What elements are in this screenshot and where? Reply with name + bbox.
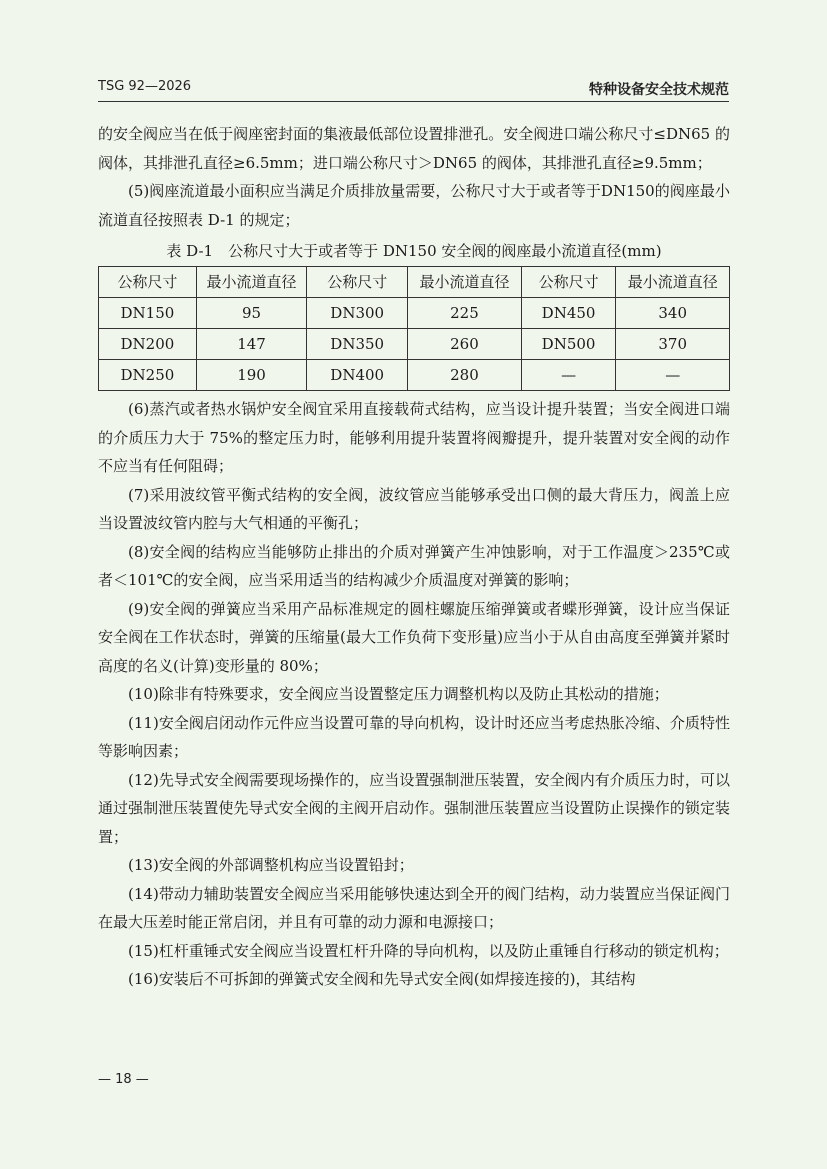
table-header-cell: 最小流道直径: [196, 267, 306, 298]
series-title: 特种设备安全技术规范: [589, 82, 729, 98]
table-cell: DN400: [307, 360, 408, 391]
paragraph-item-6: (6)蒸汽或者热水锅炉安全阀宜采用直接载荷式结构，应当设计提升装置；当安全阀进口端的介质压力大于 75%的整定压力时，能够利用提升装置将阀瓣提升，提升装置对安全阀的动作不应当有任何阻碍；: [98, 400, 730, 475]
paragraph-item-11: (11)安全阀启闭动作元件应当设置可靠的导向机构，设计时还应当考虑热胀冷缩、介质特性等影响因素；: [98, 713, 730, 760]
paragraph-continuation: 的安全阀应当在低于阀座密封面的集液最低部位设置排泄孔。安全阀进口端公称尺寸≤DN65 的阀体，其排泄孔直径≥6.5mm；进口端公称尺寸＞DN65 的阀体，其排泄孔直径≥9.5mm；: [98, 125, 730, 172]
table-cell: 190: [196, 360, 306, 391]
paragraph-item-7: (7)采用波纹管平衡式结构的安全阀，波纹管应当能够承受出口侧的最大背压力，阀盖上应当设置波纹管内腔与大气相通的平衡孔；: [98, 485, 730, 532]
table-cell: 340: [616, 298, 730, 329]
paragraph-item-15: (15)杠杆重锤式安全阀应当设置杠杆升降的导向机构，以及防止重锤自行移动的锁定机构；: [128, 941, 729, 960]
table-cell: 147: [196, 329, 306, 360]
paragraph-item-8: (8)安全阀的结构应当能够防止排出的介质对弹簧产生冲蚀影响，对于工作温度＞235℃或者＜101℃的安全阀，应当采用适当的结构减少介质温度对弹簧的影响；: [98, 542, 730, 589]
table-cell: DN350: [307, 329, 408, 360]
table-header-row: [99, 267, 730, 298]
table-header-cell: 最小流道直径: [616, 267, 730, 298]
table-header-cell: 公称尺寸: [99, 267, 197, 298]
table-cell: 370: [616, 329, 730, 360]
table-cell: DN150: [99, 298, 197, 329]
table-header-cell: 公称尺寸: [307, 267, 408, 298]
table-cell: 95: [196, 298, 306, 329]
table-cell: DN200: [99, 329, 197, 360]
table-header-cell: 最小流道直径: [408, 267, 522, 298]
table-cell: —: [521, 360, 616, 391]
table-caption: 表 D-1 公称尺寸大于或者等于 DN150 安全阀的阀座最小流道直径(mm): [166, 242, 662, 260]
paragraph-item-12: (12)先导式安全阀需要现场操作的，应当设置强制泄压装置，安全阀内有介质压力时，可以通过强制泄压装置使先导式安全阀的主阀开启动作。强制泄压装置应当设置防止误操作的锁定装置；: [98, 770, 730, 846]
paragraph-item-14: (14)带动力辅助装置安全阀应当采用能够快速达到全开的阀门结构，动力装置应当保证阀门在最大压差时能正常启闭，并且有可靠的动力源和电源接口；: [98, 884, 730, 931]
table-cell: 225: [408, 298, 522, 329]
page-header: [98, 75, 729, 102]
paragraph-item-13: (13)安全阀的外部调整机构应当设置铅封；: [128, 856, 414, 874]
page-body: [98, 120, 730, 994]
table-cell: DN300: [307, 298, 408, 329]
table-cell: —: [616, 360, 730, 391]
document-code: TSG 92—2026: [98, 79, 192, 94]
table-header-cell: 公称尺寸: [521, 267, 616, 298]
paragraph-item-16: (16)安装后不可拆卸的弹簧式安全阀和先导式安全阀(如焊接连接的)，其结构: [128, 970, 636, 988]
table-cell: DN500: [521, 329, 616, 360]
table-cell: 280: [408, 360, 522, 391]
paragraph-item-9: (9)安全阀的弹簧应当采用产品标准规定的圆柱螺旋压缩弹簧或者蝶形弹簧，设计应当保证安全阀在工作状态时，弹簧的压缩量(最大工作负荷下变形量)应当小于从自由高度至弹簧并紧时高度的名义(计算)变形量的 80%；: [98, 599, 730, 675]
seat-diameter-table: [98, 266, 730, 391]
table-row: [99, 329, 730, 360]
table-row: [99, 360, 730, 391]
table-cell: DN250: [99, 360, 197, 391]
page-number: — 18 —: [98, 1072, 149, 1087]
paragraph-item-10: (10)除非有特殊要求，安全阀应当设置整定压力调整机构以及防止其松动的措施；: [128, 685, 669, 703]
table-cell: DN450: [521, 298, 616, 329]
table-row: [99, 298, 730, 329]
table-cell: 260: [408, 329, 522, 360]
paragraph-item-5: (5)阀座流道最小面积应当满足介质排放量需要，公称尺寸大于或者等于DN150的阀座最小流道直径按照表 D-1 的规定；: [98, 182, 730, 229]
